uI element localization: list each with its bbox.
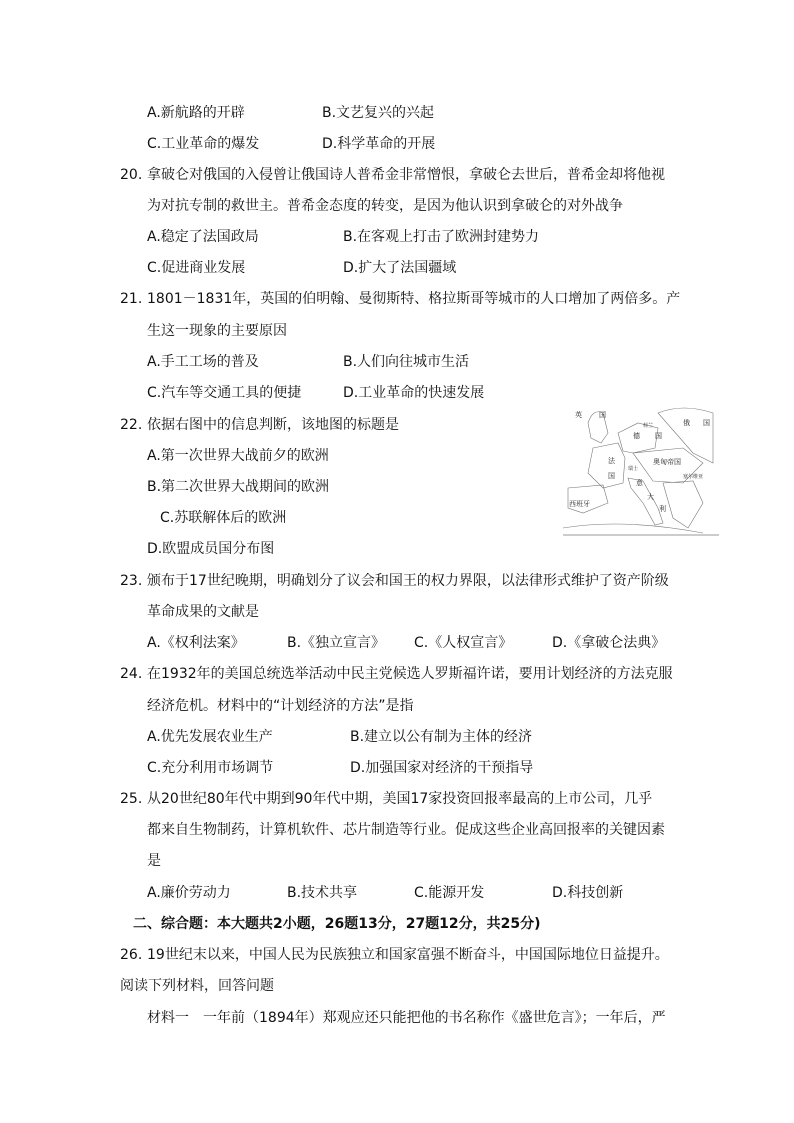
q24-option-d: D.加强国家对经济的干预指导 xyxy=(350,760,534,776)
q23-option-d: D.《拿破仑法典》 xyxy=(552,635,666,651)
map-label-germany: 德 xyxy=(633,432,640,440)
q26-stem: 19世纪末以来，中国人民为民族独立和国家富强不断奋斗，中国国际地位日益提升。 xyxy=(147,947,669,963)
map-label-holland: 荷兰 xyxy=(643,423,654,429)
q21-option-d: D.工业革命的快速发展 xyxy=(343,385,485,401)
q26-number: 26. xyxy=(120,947,143,963)
q25-stem-3: 是 xyxy=(147,853,161,869)
q23-stem-2: 革命成果的文献是 xyxy=(147,604,259,620)
q20-option-b: B.在客观上打击了欧洲封建势力 xyxy=(343,229,540,245)
q22-stem: 依据右图中的信息判断，该地图的标题是 xyxy=(147,417,399,433)
q22-option-d: D.欧盟成员国分布图 xyxy=(147,541,275,557)
q21-option-c: C.汽车等交通工具的便捷 xyxy=(147,385,302,401)
section-2-heading: 二、综合题：本大题共2小题，26题13分，27题12分，共25分) xyxy=(133,916,541,932)
q24-stem: 在1932年的美国总统选举活动中民主党候选人罗斯福许诺，要用计划经济的方法克服 xyxy=(147,666,673,682)
q23-option-c: C.《人权宣言》 xyxy=(414,635,513,651)
q22-number: 22. xyxy=(120,417,143,433)
map-label-russia: 俄 xyxy=(683,419,690,427)
q24-number: 24. xyxy=(120,666,143,682)
q21-option-b: B.人们向往城市生活 xyxy=(343,354,470,370)
map-label-italy-1: 意 xyxy=(636,479,643,487)
q26-material-1: 材料一 一年前（1894年）郑观应还只能把他的书名称作《盛世危言》；一年后，严 xyxy=(147,1010,666,1026)
q23-stem: 颁布于17世纪晚期，明确划分了议会和国王的权力界限，以法律形式维护了资产阶级 xyxy=(147,573,669,589)
europe-map-image xyxy=(563,403,719,536)
map-label-italy-2: 大 xyxy=(647,493,654,501)
map-label-france-2: 国 xyxy=(608,472,615,480)
map-label-swiss: 瑞士 xyxy=(628,466,639,472)
q25-stem-2: 都来自生物制药，计算机软件、芯片制造等行业。促成这些企业高回报率的关键因素 xyxy=(147,822,665,838)
map-label-germany-2: 国 xyxy=(655,432,662,440)
q22-option-b: B.第二次世界大战期间的欧洲 xyxy=(147,479,330,495)
q25-option-b: B.技术共享 xyxy=(287,885,358,901)
q21-stem: 1801－1831年，英国的伯明翰、曼彻斯特、格拉斯哥等城市的人口增加了两倍多。产 xyxy=(147,291,681,307)
q25-number: 25. xyxy=(120,791,143,807)
q22-option-a: A.第一次世界大战前夕的欧洲 xyxy=(147,448,329,464)
q20-option-d: D.扩大了法国疆域 xyxy=(343,260,457,276)
q23-option-a: A.《权利法案》 xyxy=(147,635,245,651)
q19-option-d: D.科学革命的开展 xyxy=(322,136,436,152)
q19-option-a: A.新航路的开辟 xyxy=(147,105,245,121)
q24-stem-2: 经济危机。材料中的“计划经济的方法”是指 xyxy=(147,698,414,714)
q24-option-c: C.充分利用市场调节 xyxy=(147,760,274,776)
q24-option-a: A.优先发展农业生产 xyxy=(147,729,273,745)
map-label-uk: 英 xyxy=(575,411,582,419)
q21-stem-2: 生这一现象的主要原因 xyxy=(147,323,287,339)
q20-option-c: C.促进商业发展 xyxy=(147,260,246,276)
q20-stem: 拿破仑对俄国的入侵曾让俄国诗人普希金非常憎恨，拿破仑去世后，普希金却将他视 xyxy=(147,167,665,183)
q20-number: 20. xyxy=(120,167,143,183)
q25-option-c: C.能源开发 xyxy=(414,885,485,901)
q23-number: 23. xyxy=(120,573,143,589)
q24-option-b: B.建立以公有制为主体的经济 xyxy=(350,729,533,745)
q21-number: 21. xyxy=(120,291,143,307)
map-label-balkan: 塞尔维亚 xyxy=(683,474,704,480)
map-label-russia-2: 国 xyxy=(703,419,710,427)
q25-option-a: A.廉价劳动力 xyxy=(147,885,231,901)
q25-stem: 从20世纪80年代中期到90年代中期，美国17家投资回报率最高的上市公司，几乎 xyxy=(147,791,653,807)
q20-stem-2: 为对抗专制的救世主。普希金态度的转变，是因为他认识到拿破仑的对外战争 xyxy=(147,198,623,214)
q19-option-c: C.工业革命的爆发 xyxy=(147,136,260,152)
map-label-spain: 西班牙 xyxy=(569,500,590,508)
map-label-france: 法 xyxy=(608,457,615,465)
q20-option-a: A.稳定了法国政局 xyxy=(147,229,259,245)
q25-option-d: D.科技创新 xyxy=(552,885,624,901)
map-label-uk-2: 国 xyxy=(599,411,606,419)
map-label-austria: 奥匈帝国 xyxy=(653,458,681,466)
q26-stem-2: 阅读下列材料，回答问题 xyxy=(120,978,274,994)
map-label-italy-3: 利 xyxy=(659,505,666,513)
q23-option-b: B.《独立宣言》 xyxy=(287,635,386,651)
q21-option-a: A.手工工场的普及 xyxy=(147,354,259,370)
q19-option-b: B.文艺复兴的兴起 xyxy=(322,105,435,121)
q22-option-c: C.苏联解体后的欧洲 xyxy=(160,510,287,526)
